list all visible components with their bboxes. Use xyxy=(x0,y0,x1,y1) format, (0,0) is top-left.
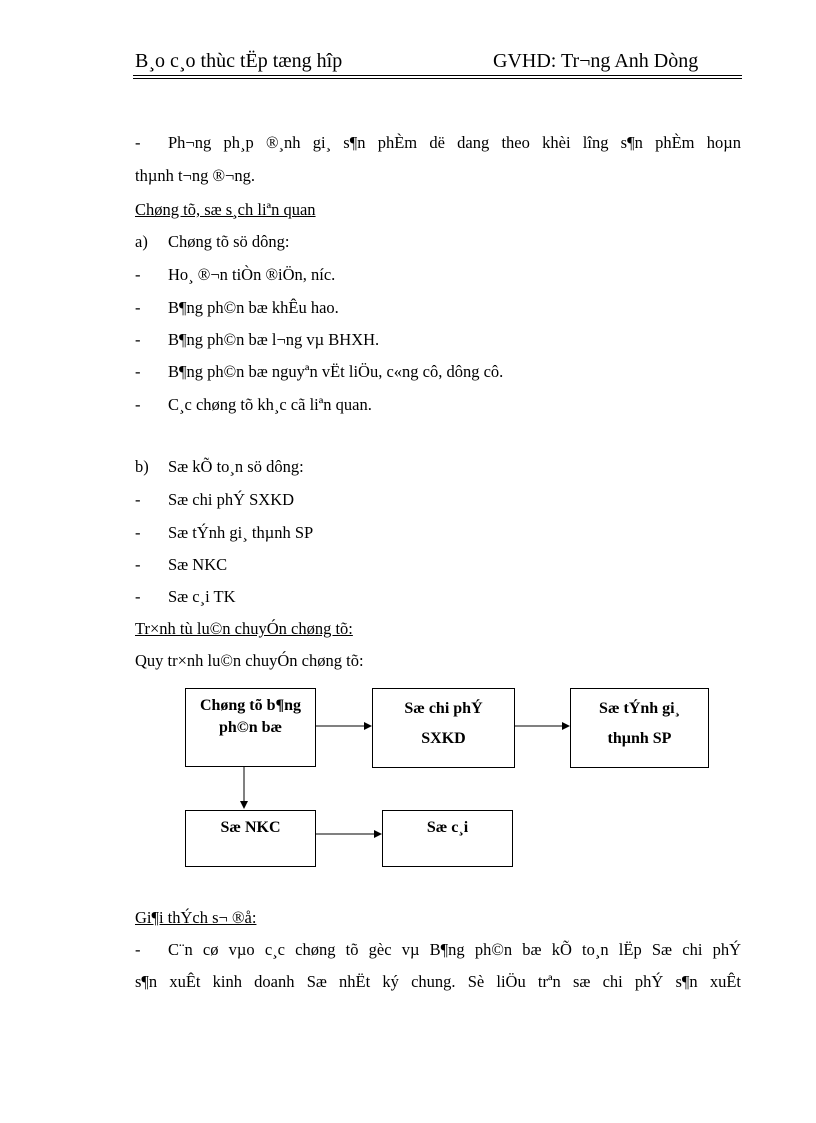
section-a-marker: a) xyxy=(135,232,148,251)
list-item: - Sæ tÝnh gi¸ thµnh SP xyxy=(135,523,314,542)
dash-marker: - xyxy=(135,940,141,959)
box-cost-calculation-ledger xyxy=(570,688,709,768)
list-item: - B¶ng ph©n bæ l¬ng vµ BHXH. xyxy=(135,330,380,349)
box-production-cost-ledger-label: Sæ chi phÝ SXKD xyxy=(404,700,483,747)
heading-related-documents: Chøng tõ, sæ s¸ch liªn quan xyxy=(135,200,316,219)
paragraph-1-line-2: thµnh t¬ng ®¬ng. xyxy=(135,166,255,185)
list-item: - Ho¸ ®¬n tiÒn ®iÖn, níc. xyxy=(135,265,336,284)
section-a-title: Chøng tõ sö dông: xyxy=(168,232,290,251)
box-general-journal-label: Sæ NKC xyxy=(220,819,281,836)
paragraph-1-text: Ph¬ng ph¸p ®¸nh gi¸ s¶n phÈm dë dang theo khèi lîng s¶n phÈm hoµn xyxy=(168,133,741,152)
section-b-marker: b) xyxy=(135,457,149,476)
list-item: - C¸c chøng tõ kh¸c cã liªn quan. xyxy=(135,395,372,414)
list-item: - B¶ng ph©n bæ nguyªn vËt liÖu, c«ng cô, dông cô. xyxy=(135,362,504,381)
box-general-journal xyxy=(185,810,316,867)
list-item: - B¶ng ph©n bæ khÊu hao. xyxy=(135,298,339,317)
box-production-cost-ledger xyxy=(372,688,515,768)
list-item: - Sæ chi phÝ SXKD xyxy=(135,490,295,509)
heading-document-flow: Tr×nh tù lu©n chuyÓn chøng tõ: xyxy=(135,619,353,638)
supervisor-label: GVHD: Tr¬ng Anh Dòng xyxy=(493,50,699,72)
box-general-ledger xyxy=(382,810,513,867)
report-title: B¸o c¸o thùc tËp tæng hîp xyxy=(135,50,343,72)
box-general-ledger-label: Sæ c¸i xyxy=(426,819,469,836)
paragraph-2-line-2: s¶n xuÊt kinh doanh Sæ nhËt ký chung. Sè liÖu trªn sæ chi phÝ s¶n xuÊt xyxy=(135,972,741,991)
box-source-documents xyxy=(185,688,316,767)
paragraph-2-line-1 xyxy=(135,939,741,961)
box-source-documents-label: Chøng tõ b¶ng ph©n bæ xyxy=(199,697,302,736)
paragraph-2-text: C¨n cø vµo c¸c chøng tõ gèc vµ B¶ng ph©n bæ kÕ to¸n lËp Sæ chi phÝ xyxy=(168,940,741,959)
box-cost-calculation-ledger-label: Sæ tÝnh gi¸ thµnh SP xyxy=(599,700,680,747)
flow-intro: Quy tr×nh lu©n chuyÓn chøng tõ: xyxy=(135,651,364,670)
section-b-title: Sæ kÕ to¸n sö dông: xyxy=(168,457,304,476)
heading-diagram-explanation: Gi¶i thÝch s¬ ®å: xyxy=(135,908,257,927)
dash-marker: - xyxy=(135,133,141,152)
list-item: - Sæ c¸i TK xyxy=(135,587,236,606)
list-item: - Sæ NKC xyxy=(135,555,228,574)
